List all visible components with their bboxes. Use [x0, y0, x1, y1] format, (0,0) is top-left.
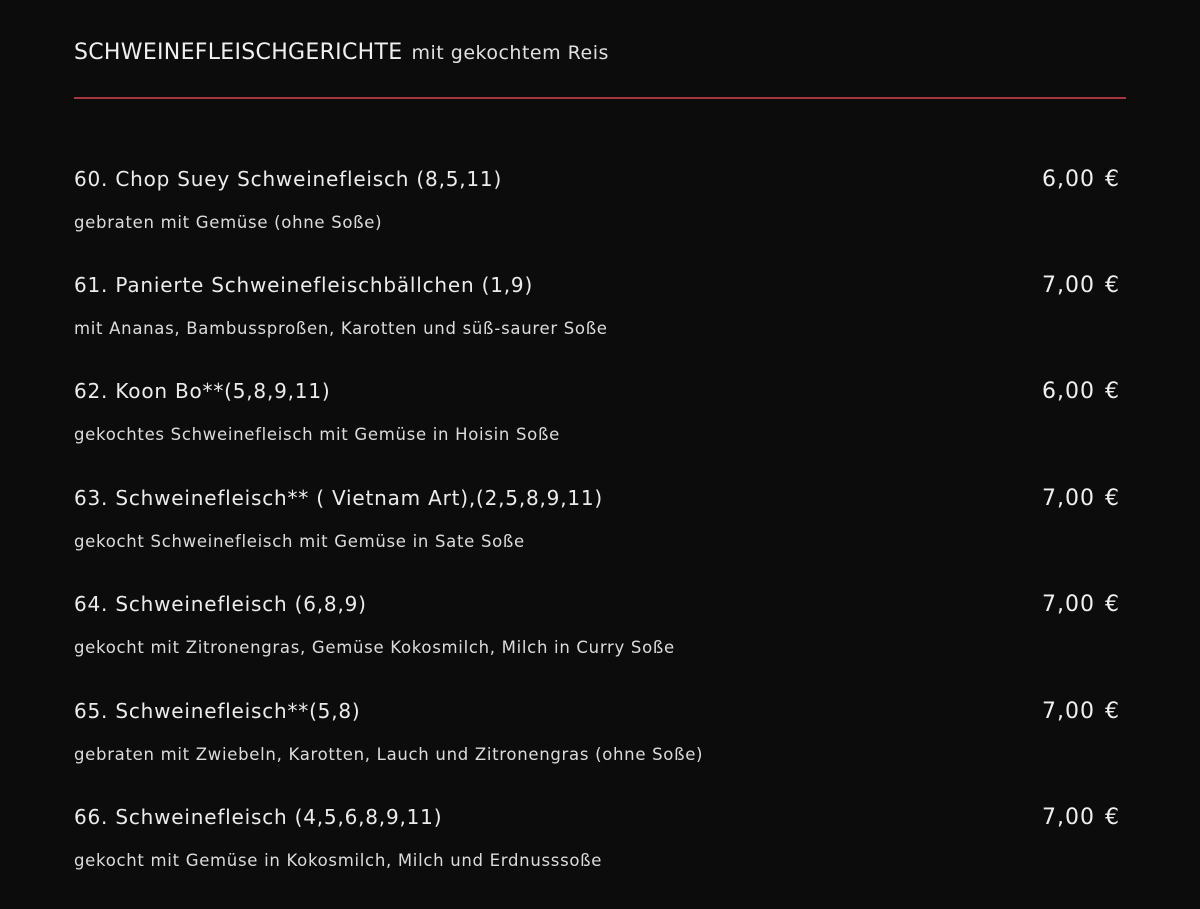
- menu-item-description: gebraten mit Zwiebeln, Karotten, Lauch und Zitronengras (ohne Soße): [74, 745, 704, 764]
- menu-item-title: 65. Schweinefleisch**(5,8): [74, 699, 361, 723]
- price-value: 6,00: [1042, 167, 1095, 192]
- menu-item: [74, 699, 1126, 789]
- menu-item-description: gekochtes Schweinefleisch mit Gemüse in Hoisin Soße: [74, 425, 560, 444]
- currency-symbol: €: [1105, 379, 1120, 404]
- menu-item: [74, 592, 1126, 682]
- menu-item: [74, 805, 1126, 895]
- currency-symbol: €: [1105, 486, 1120, 511]
- menu-item-title: 66. Schweinefleisch (4,5,6,8,9,11): [74, 805, 443, 829]
- price-value: 6,00: [1042, 379, 1095, 404]
- menu-item-price: [1042, 486, 1120, 511]
- menu-item-title: 60. Chop Suey Schweinefleisch (8,5,11): [74, 167, 503, 191]
- menu-item: [74, 167, 1126, 257]
- currency-symbol: €: [1105, 273, 1120, 298]
- menu-item: [74, 273, 1126, 363]
- section-title: SCHWEINEFLEISCHGERICHTE: [74, 40, 403, 65]
- currency-symbol: €: [1105, 592, 1120, 617]
- section-subtitle: mit gekochtem Reis: [411, 42, 609, 64]
- price-value: 7,00: [1042, 273, 1095, 298]
- menu-item-title: 61. Panierte Schweinefleischbällchen (1,9): [74, 273, 534, 297]
- currency-symbol: €: [1105, 805, 1120, 830]
- menu-item-price: [1042, 805, 1120, 830]
- menu-item-price: [1042, 699, 1120, 724]
- menu-item-price: [1042, 379, 1120, 404]
- section-divider: [74, 97, 1126, 99]
- menu-item-title: 63. Schweinefleisch** ( Vietnam Art),(2,5,8,9,11): [74, 486, 604, 510]
- menu-item-title: 64. Schweinefleisch (6,8,9): [74, 592, 367, 616]
- menu-item: [74, 379, 1126, 469]
- menu-item-description: gebraten mit Gemüse (ohne Soße): [74, 213, 383, 232]
- menu-item-title: 62. Koon Bo**(5,8,9,11): [74, 379, 331, 403]
- menu-item-price: [1042, 592, 1120, 617]
- section-heading: [74, 40, 609, 65]
- menu-item-description: gekocht Schweinefleisch mit Gemüse in Sate Soße: [74, 532, 525, 551]
- price-value: 7,00: [1042, 805, 1095, 830]
- currency-symbol: €: [1105, 167, 1120, 192]
- price-value: 7,00: [1042, 592, 1095, 617]
- menu-item: [74, 486, 1126, 576]
- menu-item-description: gekocht mit Gemüse in Kokosmilch, Milch und Erdnusssoße: [74, 851, 603, 870]
- menu-item-price: [1042, 273, 1120, 298]
- price-value: 7,00: [1042, 699, 1095, 724]
- menu-item-description: mit Ananas, Bambussproßen, Karotten und süß-saurer Soße: [74, 319, 608, 338]
- currency-symbol: €: [1105, 699, 1120, 724]
- menu-item-description: gekocht mit Zitronengras, Gemüse Kokosmilch, Milch in Curry Soße: [74, 638, 675, 657]
- menu-item-price: [1042, 167, 1120, 192]
- price-value: 7,00: [1042, 486, 1095, 511]
